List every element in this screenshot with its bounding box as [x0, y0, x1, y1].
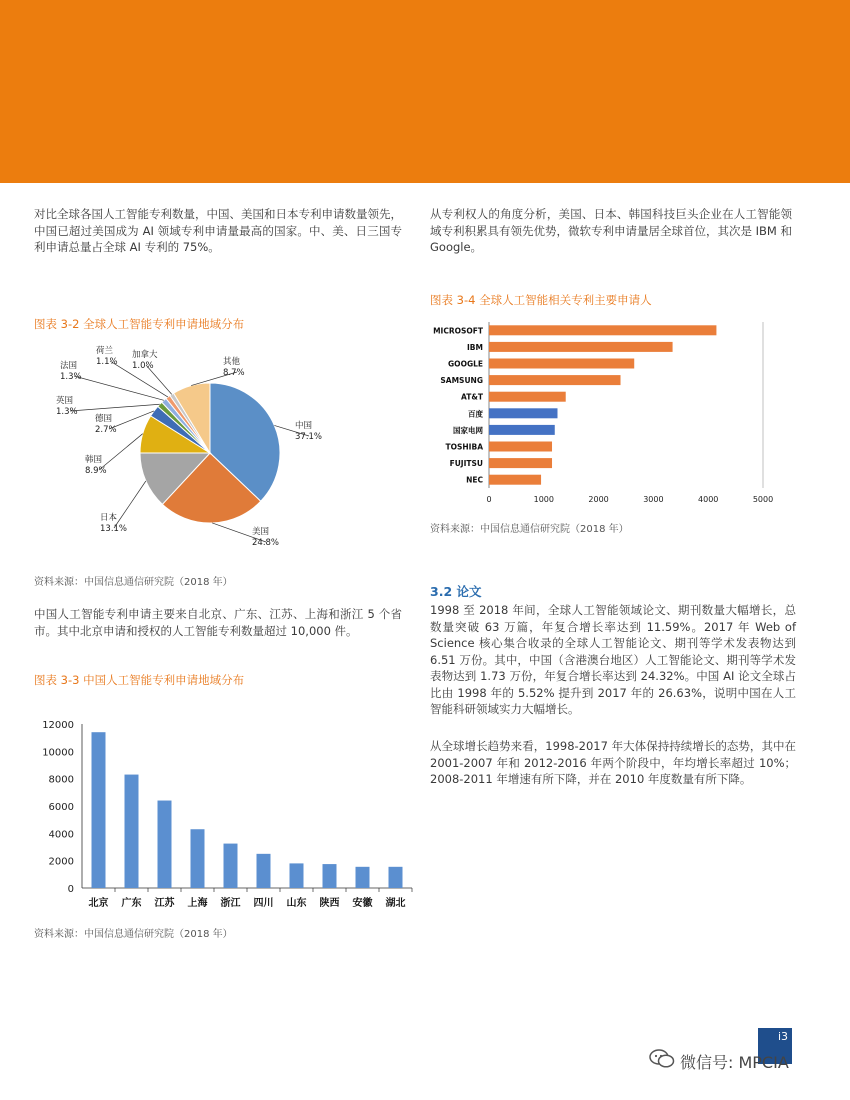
y-tick-label: IBM: [467, 342, 483, 352]
x-tick-label: 湖北: [385, 898, 406, 909]
figure-3-3-source: 资料来源：中国信息通信研究院（2018 年）: [34, 929, 233, 940]
middle-paragraph: 中国人工智能专利申请主要来自北京、广东、江苏、上海和浙江 5 个省市。其中北京申请和授权的人工智能专利数量超过 10,000 件。: [34, 607, 402, 638]
figure-3-2-source: 资料来源：中国信息通信研究院（2018 年）: [34, 577, 233, 588]
bar-山东: [290, 863, 304, 888]
y-tick-label: MICROSOFT: [433, 326, 483, 336]
bar-FUJITSU: [489, 458, 552, 468]
header-banner: [0, 0, 850, 183]
pie-label-value: 24.8%: [252, 538, 280, 548]
y-tick-label: 2000: [48, 856, 74, 868]
bar-安徽: [356, 867, 370, 888]
pie-label-value: 1.1%: [96, 357, 118, 367]
x-tick-label: 上海: [187, 898, 208, 909]
pie-label-value: 1.3%: [56, 407, 78, 417]
x-tick-label: 1000: [533, 495, 554, 504]
section-3-2-title: 3.2 论文: [430, 584, 482, 599]
bar-上海: [191, 829, 205, 888]
brand-logo-text: i3: [777, 1030, 788, 1043]
y-tick-label: FUJITSU: [449, 459, 483, 469]
bar-江苏: [158, 801, 172, 888]
bar-北京: [92, 732, 106, 888]
bar-湖北: [389, 867, 403, 888]
pie-label-value: 1.0%: [132, 361, 154, 371]
y-tick-label: 8000: [48, 774, 74, 786]
figure-3-4-title: 图表 3-4 全球人工智能相关专利主要申请人: [430, 293, 652, 307]
y-tick-label: 10000: [42, 747, 74, 759]
figure-3-2-title: 图表 3-2 全球人工智能专利申请地域分布: [34, 317, 245, 331]
bar-TOSHIBA: [489, 442, 552, 452]
y-tick-label: GOOGLE: [448, 359, 483, 369]
pie-label-name: 其他: [223, 357, 241, 367]
x-tick-label: 陕西: [319, 898, 340, 909]
bar-百度: [489, 408, 558, 418]
y-tick-label: 4000: [48, 829, 74, 841]
pie-label-value: 8.9%: [85, 466, 107, 476]
pie-leader-line: [74, 376, 164, 400]
intro-left-paragraph: 对比全球各国人工智能专利数量，中国、美国和日本专利申请数量领先，中国已超过美国成为 AI 领域专利申请量最高的国家。中、美、日三国专利申请总量占全球 AI 专利的 75%。: [34, 207, 402, 254]
x-tick-label: 山东: [286, 898, 307, 909]
pie-leader-line: [70, 404, 160, 411]
pie-label-name: 英国: [56, 396, 74, 406]
y-tick-label: AT&T: [461, 392, 483, 402]
bar-IBM: [489, 342, 673, 352]
bar-AT&T: [489, 392, 566, 402]
pie-label-name: 韩国: [85, 455, 103, 465]
intro-right-paragraph: 从专利权人的角度分析，美国、日本、韩国科技巨头企业在人工智能领域专利积累具有领先优势，微软专利申请量居全球首位，其次是 IBM 和 Google。: [430, 207, 793, 254]
y-tick-label: 6000: [48, 802, 74, 813]
x-tick-label: 四川: [253, 898, 274, 909]
vertical-bar-chart: [30, 712, 420, 917]
bar-国家电网: [489, 425, 555, 435]
horizontal-bar-chart: [425, 318, 795, 510]
x-tick-label: 安徽: [352, 898, 373, 909]
pie-label-name: 加拿大: [132, 350, 158, 360]
y-tick-label: SAMSUNG: [440, 376, 483, 386]
bar-NEC: [489, 475, 541, 485]
y-tick-label: 0: [67, 884, 74, 895]
pie-label-name: 美国: [252, 527, 270, 537]
x-tick-label: 北京: [88, 898, 109, 909]
pie-label-value: 8.7%: [223, 368, 245, 378]
pie-label-name: 中国: [295, 421, 313, 431]
pie-leader-line: [99, 434, 143, 470]
bar-GOOGLE: [489, 359, 634, 369]
y-tick-label: 国家电网: [453, 425, 483, 435]
pie-label-name: 法国: [60, 361, 78, 371]
bar-浙江: [224, 844, 238, 888]
x-tick-label: 浙江: [220, 898, 241, 909]
wechat-icon: [648, 1048, 676, 1070]
bar-广东: [125, 775, 139, 888]
y-tick-label: 百度: [468, 409, 483, 419]
pie-chart: [30, 340, 330, 560]
pie-label-value: 13.1%: [100, 524, 128, 534]
x-tick-label: 0: [486, 495, 492, 504]
x-tick-label: 江苏: [154, 898, 175, 909]
x-tick-label: 4000: [698, 495, 719, 504]
pie-label-name: 日本: [100, 513, 118, 523]
figure-3-3-title: 图表 3-3 中国人工智能专利申请地域分布: [34, 673, 245, 687]
pie-leader-line: [114, 481, 146, 528]
pie-label-value: 37.1%: [295, 432, 323, 442]
section-3-2-paragraph-1: 1998 至 2018 年间，全球人工智能领域论文、期刊数量大幅增长，总数量突破 63 万篇，年复合增长率达到 11.59%。2017 年 Web of Science 核心集合收录的全球人工智能论文、期刊等学术发表物达到 6.51 万份。其中，中国（含港澳台地区）人工智能论文、期刊等学术发表物达到 1.73 万份，年复合增长率达到 24.32%。中国 AI 论文全球占比由 1998 年的 5.52% 提升到 2017 年的 26.63%，说明中国在人工智能科研领域实力大幅增长。: [430, 603, 796, 716]
bar-陕西: [323, 864, 337, 888]
x-tick-label: 广东: [121, 898, 142, 909]
bar-SAMSUNG: [489, 375, 621, 385]
pie-label-name: 德国: [95, 414, 113, 424]
y-tick-label: NEC: [466, 475, 483, 485]
bar-MICROSOFT: [489, 325, 716, 335]
watermark-text: 微信号: MPCIA: [680, 1053, 789, 1072]
section-3-2-paragraph-2: 从全球增长趋势来看，1998-2017 年大体保持持续增长的态势，其中在 2001-2007 年和 2012-2016 年两个阶段中，年均增长率超过 10%；2008-2011 年增速有所下降，并在 2010 年度数量有所下降。: [430, 739, 796, 786]
x-tick-label: 2000: [588, 495, 609, 504]
y-tick-label: 12000: [42, 720, 74, 731]
y-tick-label: TOSHIBA: [445, 442, 483, 452]
x-tick-label: 3000: [643, 495, 664, 504]
figure-3-4-source: 资料来源：中国信息通信研究院（2018 年）: [430, 524, 629, 535]
bar-四川: [257, 854, 271, 888]
pie-label-name: 荷兰: [96, 346, 114, 356]
x-tick-label: 5000: [752, 495, 774, 504]
pie-label-value: 1.3%: [60, 372, 82, 382]
pie-label-value: 2.7%: [95, 425, 117, 435]
